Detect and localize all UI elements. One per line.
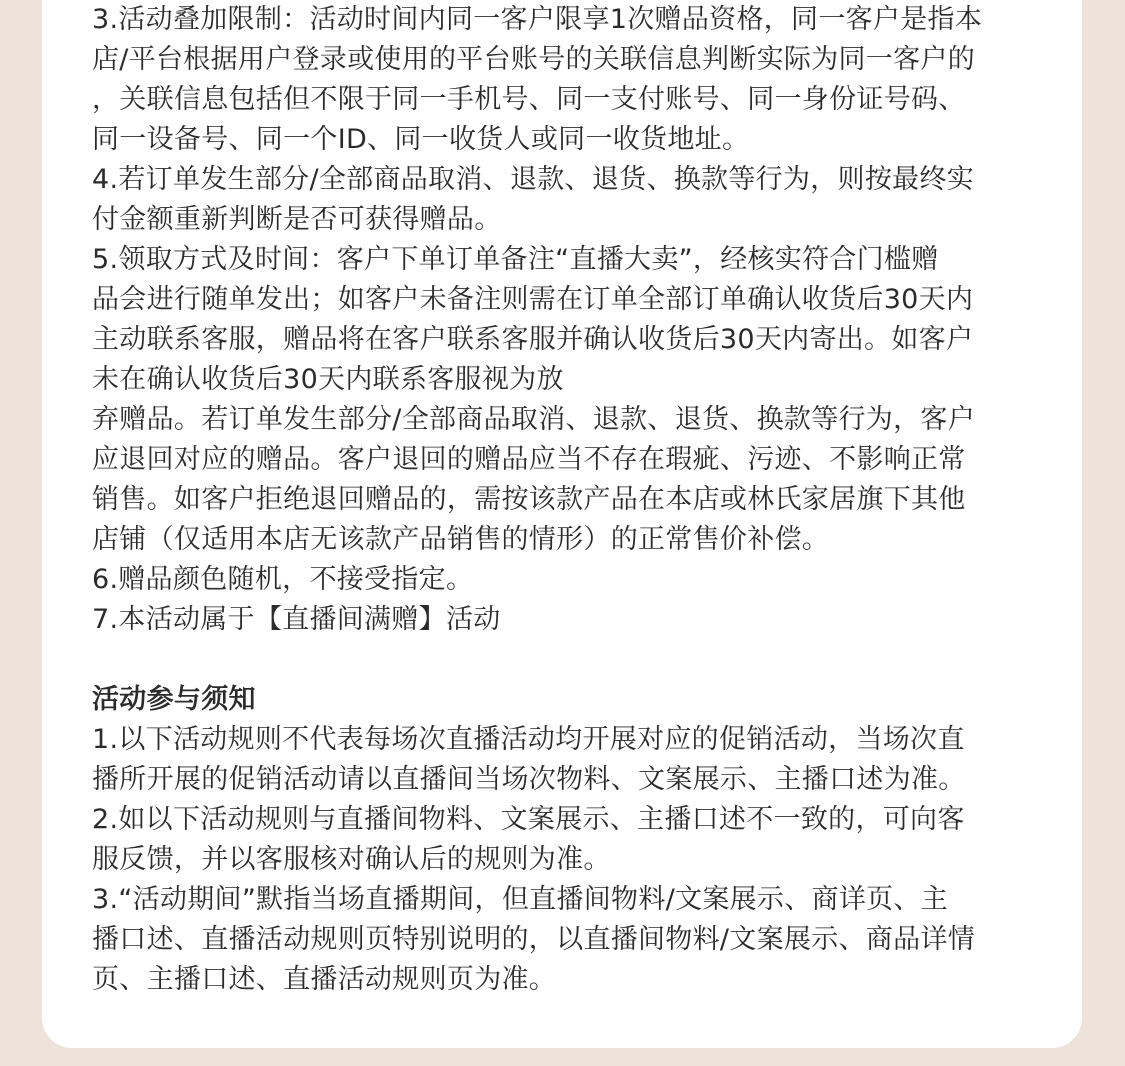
notice-line: 1.以下活动规则不代表每场次直播活动均开展对应的促销活动，当场次直 [92, 724, 965, 755]
notice-line: 页、主播口述、直播活动规则页为准。 [92, 964, 557, 995]
rule-line: 3.活动叠加限制：活动时间内同一客户限享1次赠品资格，同一客户是指本 [92, 4, 983, 35]
notice-heading: 活动参与须知 [92, 684, 256, 715]
notice-line: 2.如以下活动规则与直播间物料、文案展示、主播口述不一致的，可向客 [92, 804, 965, 835]
rule-line: 应退回对应的赠品。客户退回的赠品应当不存在瑕疵、污迹、不影响正常 [92, 444, 966, 475]
rule-line: 店铺（仅适用本店无该款产品销售的情形）的正常售价补偿。 [92, 524, 830, 555]
rule-line: 未在确认收货后30天内联系客服视为放 [92, 364, 564, 395]
rule-line: 销售。如客户拒绝退回赠品的，需按该款产品在本店或林氏家居旗下其他 [92, 484, 966, 515]
rule-line: 付金额重新判断是否可获得赠品。 [92, 204, 502, 235]
rule-line: 6.赠品颜色随机，不接受指定。 [92, 564, 474, 595]
rule-line: 5.领取方式及时间：客户下单订单备注“直播大卖”，经核实符合门槛赠 [92, 244, 939, 275]
rule-line: 店/平台根据用户登录或使用的平台账号的关联信息判断实际为同一客户的 [92, 44, 975, 75]
rule-line: ，关联信息包括但不限于同一手机号、同一支付账号、同一身份证号码、 [92, 84, 966, 115]
rule-line: 弃赠品。若订单发生部分/全部商品取消、退款、退货、换款等行为，客户 [92, 404, 975, 435]
notice-line: 播口述、直播活动规则页特别说明的，以直播间物料/文案展示、商品详情 [92, 924, 975, 955]
rule-line: 同一设备号、同一个ID、同一收货人或同一收货地址。 [92, 124, 750, 155]
rule-line: 主动联系客服，赠品将在客户联系客服并确认收货后30天内寄出。如客户 [92, 324, 974, 355]
rules-card [42, 0, 1082, 1048]
rule-line: 4.若订单发生部分/全部商品取消、退款、退货、换款等行为，则按最终实 [92, 164, 975, 195]
section-spacer [92, 640, 1042, 680]
notice-line: 播所开展的促销活动请以直播间当场次物料、文案展示、主播口述为准。 [92, 764, 966, 795]
notice-line: 3.“活动期间”默指当场直播期间，但直播间物料/文案展示、商详页、主 [92, 884, 949, 915]
notice-line: 服反馈，并以客服核对确认后的规则为准。 [92, 844, 611, 875]
rule-line: 7.本活动属于【直播间满赠】活动 [92, 604, 501, 635]
rules-content [92, 0, 1042, 1000]
rule-line: 品会进行随单发出；如客户未备注则需在订单全部订单确认收货后30天内 [92, 284, 974, 315]
